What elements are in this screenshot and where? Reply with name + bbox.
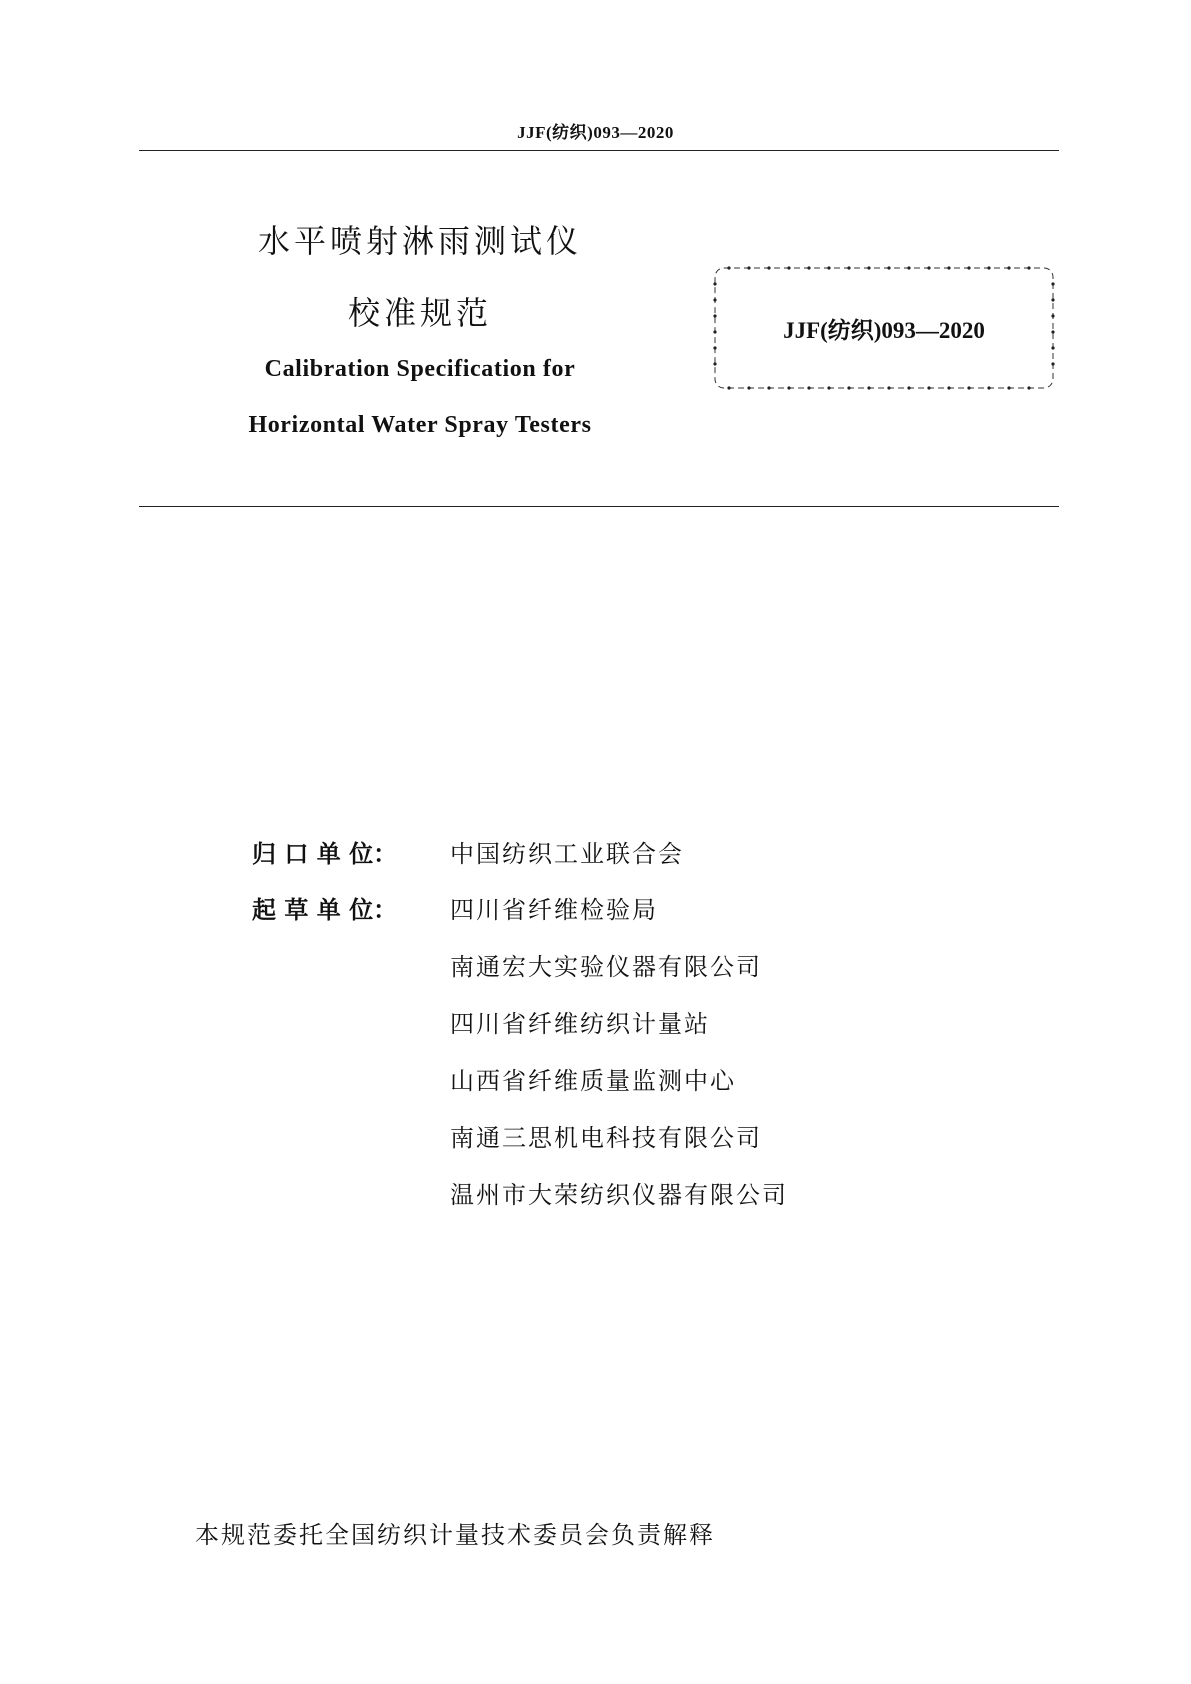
border-dot xyxy=(847,386,850,389)
border-dot xyxy=(967,266,970,269)
title-english-line-2: Horizontal Water Spray Testers xyxy=(248,412,592,438)
drafting-unit-item: 四川省纤维纺织计量站 xyxy=(450,1010,710,1038)
border-dot xyxy=(867,386,870,389)
border-dot xyxy=(713,362,716,365)
header-standard-code: JJF(纺织)093—2020 xyxy=(517,123,674,142)
standard-code-box-text: JJF(纺织)093—2020 xyxy=(783,318,985,343)
border-dot xyxy=(747,266,750,269)
border-dot xyxy=(1027,266,1030,269)
border-dot xyxy=(967,386,970,389)
border-dot xyxy=(987,386,990,389)
border-dot xyxy=(927,266,930,269)
border-dot xyxy=(847,266,850,269)
interpretation-note: 本规范委托全国纺织计量技术委员会负责解释 xyxy=(195,1521,715,1549)
title-chinese-line-2: 校准规范 xyxy=(347,294,492,332)
border-dot xyxy=(713,282,716,285)
border-dot xyxy=(1051,362,1054,365)
border-dot xyxy=(1051,298,1054,301)
border-dot xyxy=(767,266,770,269)
drafting-unit-row xyxy=(252,890,658,925)
drafting-unit-item: 温州市大荣纺织仪器有限公司 xyxy=(450,1181,788,1209)
border-dot xyxy=(1051,282,1054,285)
border-dot xyxy=(1007,266,1010,269)
border-dot xyxy=(807,386,810,389)
border-dot xyxy=(947,266,950,269)
responsible-unit-label: 归 口 单 位： xyxy=(252,840,398,868)
title-rule xyxy=(139,506,1059,507)
border-dot xyxy=(827,386,830,389)
border-dot xyxy=(907,386,910,389)
title-english-line-1: Calibration Specification for xyxy=(264,356,576,382)
standard-code-box xyxy=(711,264,1057,392)
border-dot xyxy=(867,266,870,269)
border-dot xyxy=(767,386,770,389)
responsible-unit-value: 中国纺织工业联合会 xyxy=(450,840,684,868)
border-dot xyxy=(747,386,750,389)
responsible-unit-row xyxy=(252,834,684,869)
drafting-unit-value: 四川省纤维检验局 xyxy=(450,896,658,924)
header-rule xyxy=(139,150,1059,151)
border-dot xyxy=(947,386,950,389)
border-dot xyxy=(727,386,730,389)
drafting-unit-item: 南通宏大实验仪器有限公司 xyxy=(450,953,762,981)
title-chinese-line-1: 水平喷射淋雨测试仪 xyxy=(257,222,582,260)
border-dot xyxy=(807,266,810,269)
drafting-unit-item: 南通三思机电科技有限公司 xyxy=(450,1124,762,1152)
border-dot xyxy=(1051,346,1054,349)
border-dot xyxy=(713,346,716,349)
border-dot xyxy=(727,266,730,269)
border-dot xyxy=(713,298,716,301)
border-dot xyxy=(927,386,930,389)
border-dot xyxy=(887,266,890,269)
border-dot xyxy=(827,266,830,269)
border-dot xyxy=(907,266,910,269)
border-dot xyxy=(987,266,990,269)
border-dot xyxy=(1027,386,1030,389)
border-dot xyxy=(787,266,790,269)
border-dot xyxy=(787,386,790,389)
border-dot xyxy=(887,386,890,389)
border-dot xyxy=(1007,386,1010,389)
drafting-unit-label: 起 草 单 位： xyxy=(252,896,398,924)
drafting-unit-item: 山西省纤维质量监测中心 xyxy=(450,1067,736,1095)
